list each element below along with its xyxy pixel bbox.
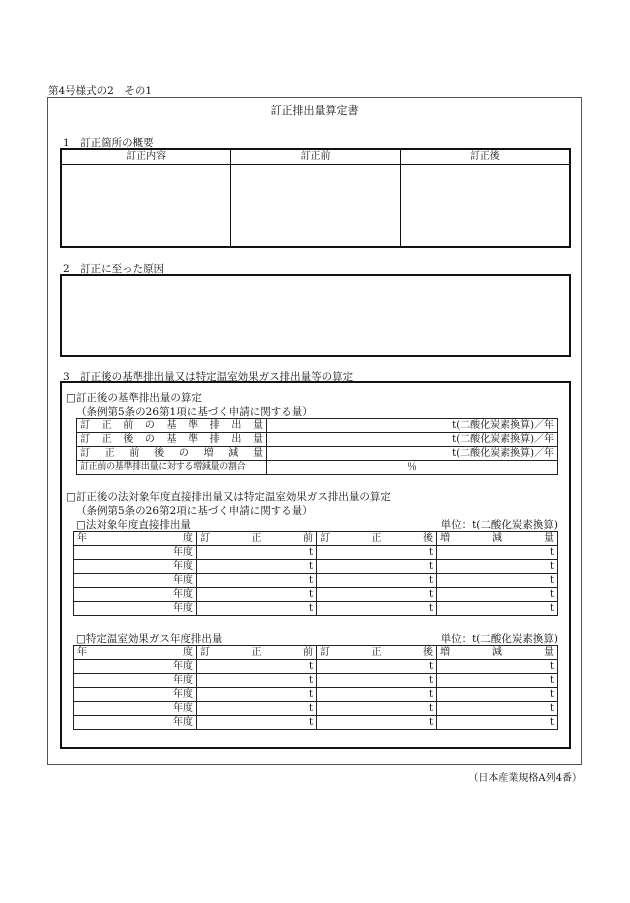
- after-cell[interactable]: t: [317, 716, 437, 730]
- diff-cell[interactable]: t: [437, 602, 558, 616]
- after-cell[interactable]: t: [317, 588, 437, 602]
- cause-box[interactable]: [60, 274, 571, 357]
- section2-heading: 2 訂正に至った原因: [63, 263, 165, 275]
- base-heading: □訂正後の基準排出量の算定: [66, 392, 202, 404]
- header-char: 減: [492, 533, 502, 544]
- table-row: [77, 419, 558, 433]
- row-label: 訂正前の基準排出量: [77, 419, 267, 433]
- table-header-row: [74, 646, 558, 660]
- after-cell[interactable]: t: [317, 602, 437, 616]
- diff-header: [437, 532, 558, 546]
- table-header-row: [74, 532, 558, 546]
- table-row: [77, 447, 558, 461]
- year-cell[interactable]: 年度: [74, 546, 197, 560]
- diff-cell[interactable]: t: [437, 660, 558, 674]
- after-header: [317, 646, 437, 660]
- header-char: 訂: [320, 533, 330, 544]
- after-cell[interactable]: t: [317, 688, 437, 702]
- before-cell[interactable]: t: [197, 688, 317, 702]
- form-number: 第4号様式の2 その1: [48, 85, 153, 97]
- diff-cell[interactable]: t: [437, 560, 558, 574]
- direct-heading: □訂正後の法対象年度直接排出量又は特定温室効果ガス排出量の算定: [66, 491, 391, 503]
- direct-emission-unit: 単位：t(二酸化炭素換算): [440, 519, 558, 531]
- header-char: 後: [423, 647, 433, 658]
- year-cell[interactable]: 年度: [74, 588, 197, 602]
- value-cell[interactable]: ％: [267, 461, 558, 475]
- header-char: 前: [303, 533, 313, 544]
- direct-note: （条例第5条の26第2項に基づく申請に関する量）: [76, 505, 313, 517]
- table-row: [74, 602, 558, 616]
- header-correction-content: 訂正内容: [126, 151, 167, 162]
- value-cell[interactable]: t(二酸化炭素換算)／年: [267, 447, 558, 461]
- table-row: [74, 588, 558, 602]
- after-cell[interactable]: t: [317, 674, 437, 688]
- year-cell[interactable]: 年度: [74, 574, 197, 588]
- table-row: [74, 702, 558, 716]
- before-cell[interactable]: t: [197, 660, 317, 674]
- header-char: 量: [544, 647, 554, 658]
- header-after: 訂正後: [400, 150, 569, 164]
- year-cell[interactable]: 年度: [74, 660, 197, 674]
- value-cell[interactable]: t(二酸化炭素換算)／年: [267, 433, 558, 447]
- before-cell[interactable]: t: [197, 716, 317, 730]
- after-header: [317, 532, 437, 546]
- table-row: [74, 560, 558, 574]
- after-cell[interactable]: t: [317, 560, 437, 574]
- before-cell[interactable]: t: [197, 674, 317, 688]
- row-label: 訂正後の基準排出量: [77, 433, 267, 447]
- table-row: [74, 546, 558, 560]
- table-row: [77, 433, 558, 447]
- diff-cell[interactable]: t: [437, 674, 558, 688]
- after-cell[interactable]: [400, 165, 569, 247]
- header-char: 正: [251, 533, 262, 544]
- table-row: [77, 461, 558, 475]
- direct-emission-title: □法対象年度直接排出量: [76, 519, 191, 531]
- diff-cell[interactable]: t: [437, 716, 558, 730]
- header-char: 訂: [320, 647, 330, 658]
- before-cell[interactable]: t: [197, 546, 317, 560]
- header-char: 後: [423, 533, 433, 544]
- base-emission-table: [76, 418, 558, 475]
- table-row: [74, 688, 558, 702]
- before-cell[interactable]: t: [197, 602, 317, 616]
- header-char: 訂: [200, 533, 210, 544]
- value-cell[interactable]: t(二酸化炭素換算)／年: [267, 419, 558, 433]
- before-cell[interactable]: t: [197, 574, 317, 588]
- before-cell[interactable]: [230, 165, 399, 247]
- header-char: 訂: [200, 647, 210, 658]
- year-cell[interactable]: 年度: [74, 716, 197, 730]
- header-char: 減: [492, 647, 502, 658]
- form-title: 訂正排出量算定書: [270, 104, 359, 117]
- diff-cell[interactable]: t: [437, 702, 558, 716]
- before-cell[interactable]: t: [197, 588, 317, 602]
- header-char: 正: [371, 647, 382, 658]
- before-cell[interactable]: t: [197, 560, 317, 574]
- footer-note: （日本産業規格A列4番）: [468, 773, 582, 784]
- table-row: [74, 674, 558, 688]
- header-char: 年: [77, 647, 87, 658]
- diff-cell[interactable]: t: [437, 688, 558, 702]
- row-label: 訂正前の基準排出量に対する増減量の割合: [77, 461, 267, 475]
- year-cell[interactable]: 年度: [74, 602, 197, 616]
- year-header: [74, 646, 197, 660]
- year-cell[interactable]: 年度: [74, 674, 197, 688]
- diff-cell[interactable]: t: [437, 574, 558, 588]
- ghg-emission-table: [73, 645, 558, 730]
- header-char: 度: [183, 647, 193, 658]
- correction-summary-table: [60, 148, 571, 248]
- table-row: [74, 660, 558, 674]
- header-char: 正: [371, 533, 382, 544]
- ghg-emission-title: □特定温室効果ガス年度排出量: [76, 633, 223, 645]
- before-header: [197, 532, 317, 546]
- diff-cell[interactable]: t: [437, 588, 558, 602]
- table-row: [74, 574, 558, 588]
- header-char: 量: [544, 533, 554, 544]
- diff-header: [437, 646, 558, 660]
- header-char: 増: [440, 533, 450, 544]
- after-cell[interactable]: t: [317, 546, 437, 560]
- header-char: 前: [303, 647, 313, 658]
- after-cell[interactable]: t: [317, 574, 437, 588]
- row-label: 訂正前後の増減量: [77, 447, 267, 461]
- correction-content-cell[interactable]: [62, 165, 230, 247]
- header-before: 訂正前: [230, 150, 399, 164]
- year-cell[interactable]: 年度: [74, 702, 197, 716]
- diff-cell[interactable]: t: [437, 546, 558, 560]
- year-header: [74, 532, 197, 546]
- base-note: （条例第5条の26第1項に基づく申請に関する量）: [76, 406, 313, 418]
- year-cell[interactable]: 年度: [74, 688, 197, 702]
- direct-emission-table: [73, 531, 558, 616]
- header-char: 年: [77, 533, 87, 544]
- table-row: [74, 716, 558, 730]
- section3-heading: 3 訂正後の基準排出量又は特定温室効果ガス排出量等の算定: [63, 371, 354, 383]
- header-char: 増: [440, 647, 450, 658]
- header-char: 正: [251, 647, 262, 658]
- ghg-emission-unit: 単位：t(二酸化炭素換算): [440, 633, 558, 645]
- after-cell[interactable]: t: [317, 702, 437, 716]
- after-cell[interactable]: t: [317, 660, 437, 674]
- section1-heading: 1 訂正箇所の概要: [63, 137, 154, 149]
- before-header: [197, 646, 317, 660]
- header-char: 度: [183, 533, 193, 544]
- year-cell[interactable]: 年度: [74, 560, 197, 574]
- before-cell[interactable]: t: [197, 702, 317, 716]
